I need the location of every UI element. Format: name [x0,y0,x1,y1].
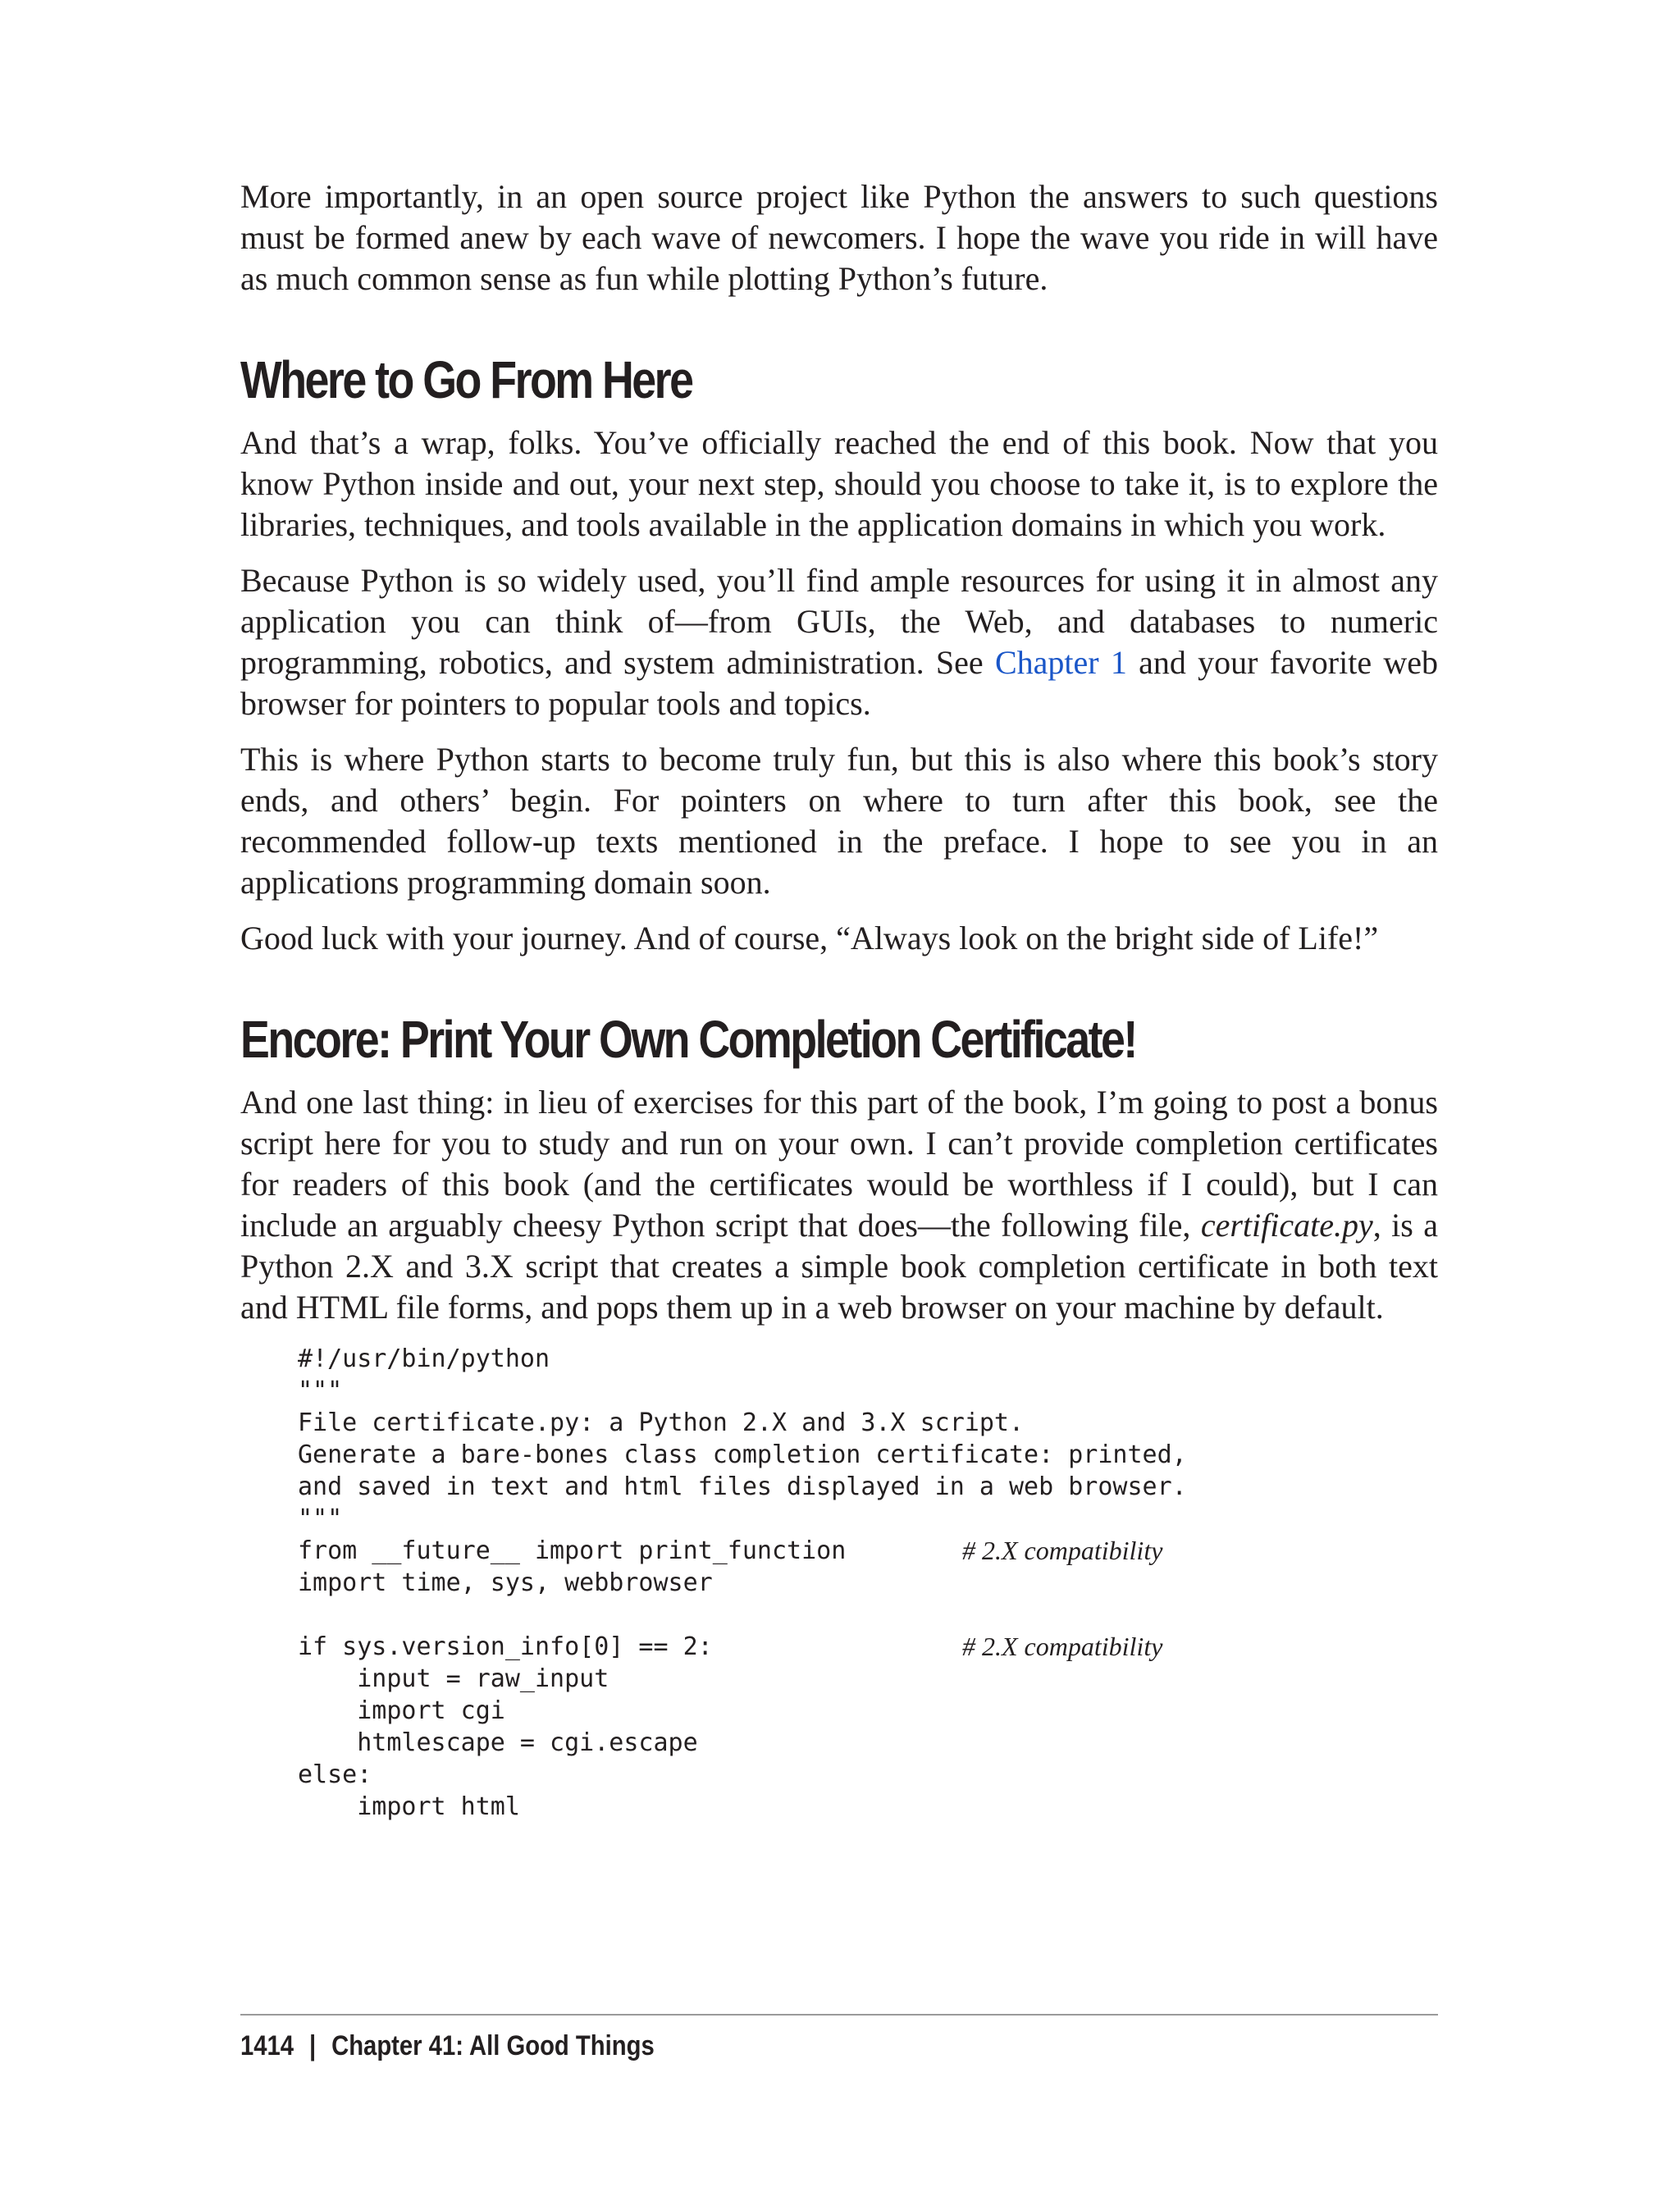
code-line [298,1471,1438,1503]
section1-paragraph-1: And that’s a wrap, folks. You’ve officially reached the end of this book. Now that you know Python inside and out, your next step, should you choose to take it, is to explore the libraries, techniques, and tools available in the application domains in which you work. [240,424,1438,543]
code-text: and saved in text and html files displayed in a web browser. [298,1472,1187,1501]
code-text: htmlescape = cgi.escape [298,1728,698,1757]
code-line [298,1343,1438,1375]
code-line [298,1759,1438,1791]
code-line [298,1439,1438,1471]
section2-paragraph-1-text-b: , is a Python 2.X and 3.X script that creates a simple book completion certificate in both text and HTML file forms, and pops them up in a web browser on your machine by default. [240,1207,1438,1326]
code-line [298,1407,1438,1439]
code-listing [298,1343,1438,1823]
code-line [298,1631,1438,1663]
code-text: import cgi [298,1696,505,1725]
code-text: """ [298,1376,343,1405]
code-text: """ [298,1504,343,1533]
code-comment: # 2.X compatibility [962,1632,1163,1661]
code-text: input = raw_input [298,1664,609,1693]
section1-paragraph-4: Good luck with your journey. And of course, “Always look on the bright side of Life!” [240,920,1379,956]
section2-paragraph-1-text-a: And one last thing: in lieu of exercises for this part of the book, I’m going to post a bonus script here for you to study and run on your own. I can’t provide completion certificates for readers of this book (and the certificates would be worthless if I could), but I can include an arguably cheesy Python script that does—the following file, [240,1084,1438,1244]
code-line [298,1695,1438,1727]
code-text: Generate a bare-bones class completion certificate: printed, [298,1440,1187,1469]
page-number: 1414 [240,2030,294,2061]
section1-paragraph-2 [240,560,1438,724]
code-line [298,1535,1438,1567]
section1-paragraph-2-text-a: Because Python is so widely used, you’ll find ample resources for using it in almost any application you can think of—from GUIs, the Web, and databases to numeric programming, robotics, and system administration. See [240,562,1438,681]
chapter-1-link[interactable]: Chapter 1 [994,644,1127,681]
footer-text [240,2030,655,2062]
code-line [298,1599,1438,1631]
page-footer [240,2014,1438,2061]
code-text: import html [298,1792,520,1821]
code-line [298,1375,1438,1407]
section2-paragraph-1 [240,1082,1438,1328]
section1-paragraph-2-text-b: and your favorite web browser for pointers to popular tools and topics. [240,644,1439,722]
code-line [298,1567,1438,1599]
code-text: File certificate.py: a Python 2.X and 3.X script. [298,1408,1025,1437]
code-text: from __future__ import print_function [298,1536,847,1565]
page-body [240,176,1438,1823]
code-line [298,1791,1438,1823]
code-text: else: [298,1760,372,1789]
code-line [298,1727,1438,1759]
intro-paragraph: More importantly, in an open source project like Python the answers to such questions must be formed anew by each wave of newcomers. I hope the wave you ride in will have as much common sense as fun while plotting Python’s future. [240,178,1438,297]
section-heading-encore: Encore: Print Your Own Completion Certificate! [240,1010,1136,1069]
code-comment: # 2.X compatibility [962,1536,1163,1565]
section-heading-where-to-go: Where to Go From Here [240,350,692,409]
code-text: import time, sys, webbrowser [298,1568,713,1597]
code-line [298,1503,1438,1535]
chapter-title: Chapter 41: All Good Things [331,2030,655,2061]
code-line [298,1663,1438,1695]
certificate-filename: certificate.py [1200,1207,1373,1244]
code-text: if sys.version_info[0] == 2: [298,1632,713,1661]
section1-paragraph-3: This is where Python starts to become truly fun, but this is also where this book’s story ends, and others’ begin. For pointers on where to turn after this book, see the recommended follow-up texts mentioned in the preface. I hope to see you in an applications programming domain soon. [240,741,1438,901]
code-text: #!/usr/bin/python [298,1344,550,1373]
footer-separator: | [308,2030,317,2061]
